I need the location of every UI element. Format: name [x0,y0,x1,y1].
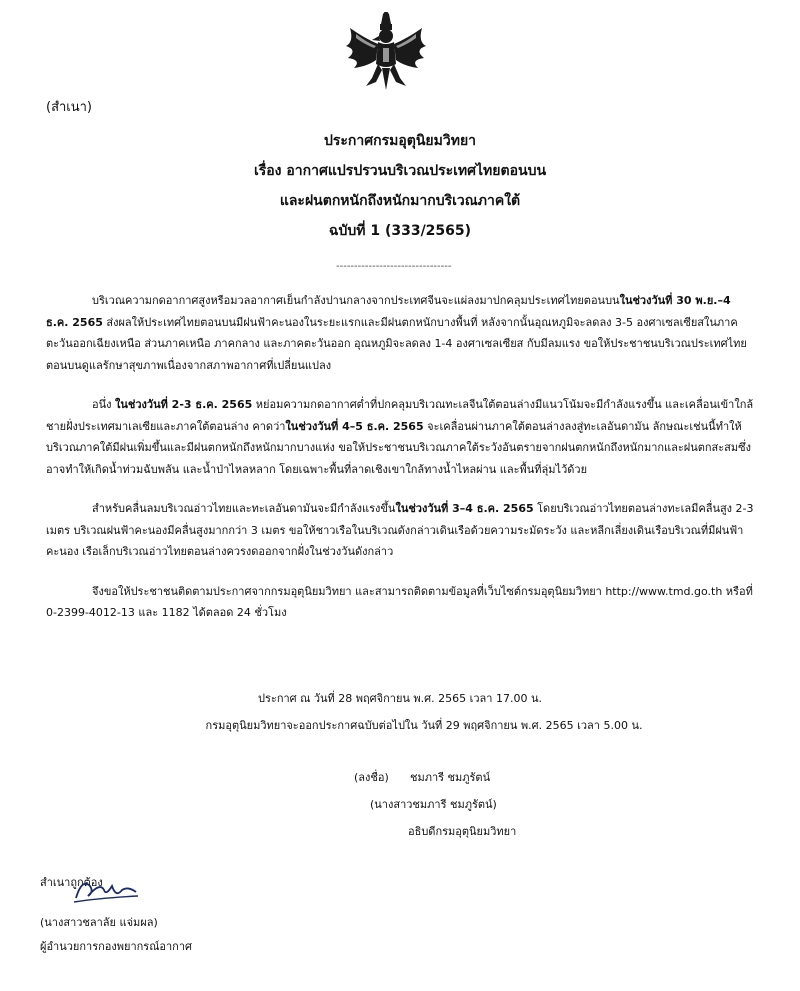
certified-label: สำเนาถูกต้อง [40,876,103,889]
announce-date: ประกาศ ณ วันที่ 28 พฤศจิกายน พ.ศ. 2565 เวลา 17.00 น. [258,692,542,705]
p2-date-range-1: ในช่วงวันที่ 2-3 ธ.ค. 2565 [115,398,253,411]
signed-label: (ลงชื่อ) [354,771,389,784]
announcement-body [46,290,756,642]
paragraph-2 [46,394,756,480]
handwritten-signature-icon [70,868,140,908]
p1-text-a: บริเวณความกดอากาศสูงหรือมวลอากาศเย็นกำลังปานกลางจากประเทศจีนจะแผ่ลงมาปกคลุมประเทศไทยตอนบน [92,294,620,307]
p2-date-range-2: ในช่วงวันที่ 4–5 ธ.ค. 2565 [285,419,424,433]
signatory-full-name: (นางสาวชมภารี ชมภูรัตน์) [370,798,497,811]
title-line-4: ฉบับที่ 1 (333/2565) [328,223,472,239]
signed-name: ชมภารี ชมภูรัตน์ [410,771,491,784]
signatory-position: อธิบดีกรมอุตุนิยมวิทยา [408,825,517,838]
certifier-name: (นางสาวชลาลัย แจ่มผล) [40,916,158,929]
certifier-position: ผู้อำนวยการกองพยากรณ์อากาศ [40,940,193,953]
p3-text-c: โดยบริเวณอ่าวไทยตอนล่างทะเลมีคลื่นสูง 2-3 เมตร บริเวณฝนฟ้าคะนองมีคลื่นสูงมากกว่า 3 เมตร ขอให้ชาวเรือในบริเวณดังกล่าวเดินเรือด้วยความระมัดระวัง และหลีกเลี่ยงเดินเรือบริเวณที่มีฝนฟ้าคะนอง เรือเล็กบริเวณอ่าวไทยตอนล่างควรงดออกจากฝั่งในช่วงวันดังกล่าว [46,502,754,558]
paragraph-1 [46,290,756,376]
paragraph-4 [46,581,756,624]
copy-mark: (สำเนา) [46,100,93,115]
p2-text-a: อนึ่ง [92,398,115,411]
title-line-3: และฝนตกหนักถึงหนักมากบริเวณภาคใต้ [279,193,521,209]
title-line-2: เรื่อง อากาศแปรปรวนบริเวณประเทศไทยตอนบน [253,163,547,179]
p2-text-e: จะเคลื่อนผ่านภาคใต้ตอนล่างลงสู่ทะเลอันดามัน ลักษณะเช่นนี้ทำให้บริเวณภาคใต้มีฝนเพิ่มขึ้นและมีฝนตกหนักถึงหนักมากบางแห่ง ขอให้ประชาชนบริเวณภาคใต้ระวังอันตรายจากฝนตกหนักถึงหนักมากและฝนตกสะสมซึ่งอาจทำให้เกิดน้ำท่วมฉับพลัน และน้ำป่าไหลหลาก โดยเฉพาะพื้นที่ลาดเชิงเขาใกล้ทางน้ำไหลผ่าน และพื้นที่ลุ่มไว้ด้วย [46,419,751,476]
p3-date-range: ในช่วงวันที่ 3–4 ธ.ค. 2565 [395,502,534,515]
paragraph-3 [46,498,756,563]
next-announce: กรมอุตุนิยมวิทยาจะออกประกาศฉบับต่อไปใน วันที่ 29 พฤศจิกายน พ.ศ. 2565 เวลา 5.00 น. [205,719,643,732]
p3-text-a: สำหรับคลื่นลมบริเวณอ่าวไทยและทะเลอันดามันจะมีกำลังแรงขึ้น [92,502,396,515]
p1-text-c: ส่งผลให้ประเทศไทยตอนบนมีฝนฟ้าคะนองในระยะแรกและมีฝนตกหนักบางพื้นที่ หลังจากนั้นอุณหภูมิจะลดลง 3-5 องศาเซลเซียสในภาคตะวันออกเฉียงเหนือ ส่วนภาคเหนือ ภาคกลาง และภาคตะวันออก อุณหภูมิจะลดลง 1-4 องศาเซลเซียส กับมีลมแรง ขอให้ประชาชนบริเวณประเทศไทยตอนบนดูแลรักษาสุขภาพเนื่องจากสภาพอากาศที่เปลี่ยนแปลง [46,315,747,372]
p2-text-c: หย่อมความกดอากาศต่ำที่ปกคลุมบริเวณทะเลจีนใต้ตอนล่างมีแนวโน้มจะมีกำลังแรงขึ้น และเคลื่อนเข้าใกล้ชายฝั่งประเทศมาเลเซียและภาคใต้ตอนล่าง คาดว่า [46,398,754,433]
title-divider: -------------------------------- [336,261,452,272]
garuda-emblem-icon [336,12,436,92]
p1-date-range: ในช่วงวันที่ 30 พ.ย.–4 ธ.ค. 2565 [46,294,731,329]
title-line-1: ประกาศกรมอุตุนิยมวิทยา [323,133,477,149]
document-title [0,126,800,246]
p4-text-a: จึงขอให้ประชาชนติดตามประกาศจากกรมอุตุนิยมวิทยา และสามารถติดตามข้อมูลที่เว็บไซต์กรมอุตุนิยมวิทยา http://www.tmd.go.th หรือที่ 0-2399-4012-13 และ 1182 ได้ตลอด 24 ชั่วโมง [46,584,753,619]
